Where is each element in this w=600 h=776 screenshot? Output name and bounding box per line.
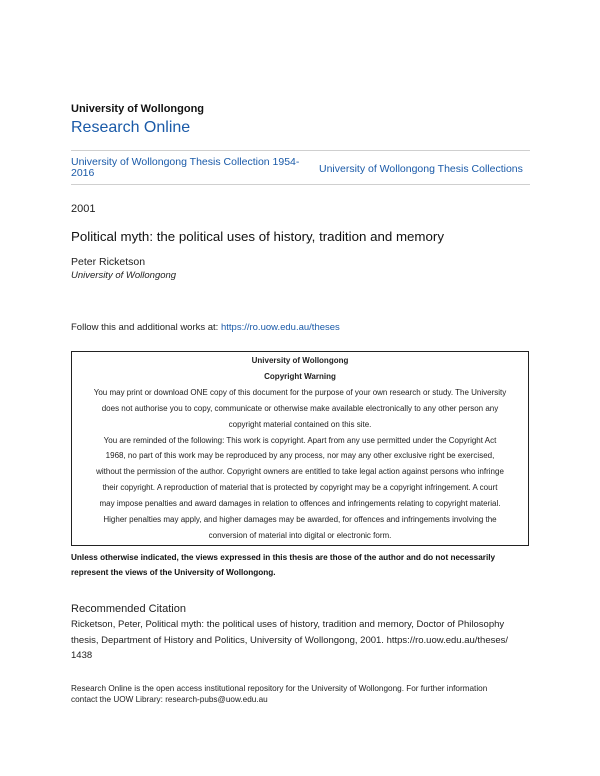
- copyright-box-institution: University of Wollongong: [251, 356, 349, 365]
- copyright-line: copyright material contained on this site.: [228, 419, 372, 429]
- recommended-citation-heading: Recommended Citation: [71, 603, 186, 615]
- thesis-collections-link[interactable]: University of Wollongong Thesis Collections: [319, 163, 523, 175]
- copyright-line: their copyright. A reproduction of material that is protected by copyright may be a copyright infringement. A court: [102, 483, 498, 493]
- copyright-line: 1968, no part of this work may be reproduced by any process, nor may any other exclusive right be exercised,: [105, 451, 495, 461]
- follow-line: [71, 322, 340, 333]
- copyright-line: You are reminded of the following: This work is copyright. Apart from any use permitted under the Copyright Act: [103, 435, 497, 445]
- thesis-title: Political myth: the political uses of history, tradition and memory: [71, 229, 444, 244]
- divider-bottom: [71, 184, 530, 185]
- copyright-line: may impose penalties and award damages in relation to offences and infringements relating to copyright material.: [99, 499, 501, 509]
- thesis-collection-1954-2016-link[interactable]: University of Wollongong Thesis Collection 1954-2016: [71, 156, 300, 179]
- copyright-line: without the permission of the author. Copyright owners are entitled to take legal action against persons who infringe: [96, 467, 504, 477]
- copyright-warning-box: [71, 351, 529, 546]
- copyright-line: does not authorise you to copy, communicate or otherwise make available electronically to any other person any: [101, 403, 499, 413]
- divider-top: [71, 150, 530, 151]
- copyright-box-heading: Copyright Warning: [264, 371, 336, 381]
- author-name: Peter Ricketson: [71, 256, 146, 268]
- institution-name: University of Wollongong: [71, 103, 205, 115]
- copyright-line: conversion of material into digital or electronic form.: [208, 530, 392, 540]
- research-online-link[interactable]: Research Online: [71, 119, 191, 136]
- footer-line: Research Online is the open access institutional repository for the University of Wollongong. For further information: [71, 684, 488, 693]
- copyright-line: Higher penalties may apply, and higher damages may be awarded, for offences and infringements involving the: [103, 515, 497, 525]
- disclaimer-line: represent the views of the University of Wollongong.: [71, 568, 276, 577]
- author-affiliation: University of Wollongong: [71, 270, 177, 281]
- footer-line: contact the UOW Library: research-pubs@uow.edu.au: [71, 694, 268, 704]
- disclaimer-line: Unless otherwise indicated, the views expressed in this thesis are those of the author and do not necessarily: [71, 553, 496, 562]
- citation-line: thesis, Department of History and Politics, University of Wollongong, 2001. https://ro.uow.edu.au/theses/: [71, 634, 509, 646]
- publication-year: 2001: [71, 203, 96, 215]
- follow-text: Follow this and additional works at:: [71, 322, 221, 333]
- footer-note: [71, 684, 531, 705]
- theses-link[interactable]: https://ro.uow.edu.au/theses: [220, 322, 340, 333]
- disclaimer: [71, 550, 529, 580]
- recommended-citation-body: [71, 617, 531, 664]
- citation-line: 1438: [71, 650, 93, 662]
- citation-line: Ricketson, Peter, Political myth: the political uses of history, tradition and memory, Doctor of Philosophy: [71, 619, 505, 630]
- copyright-line: You may print or download ONE copy of this document for the purpose of your own research or study. The University: [93, 387, 507, 397]
